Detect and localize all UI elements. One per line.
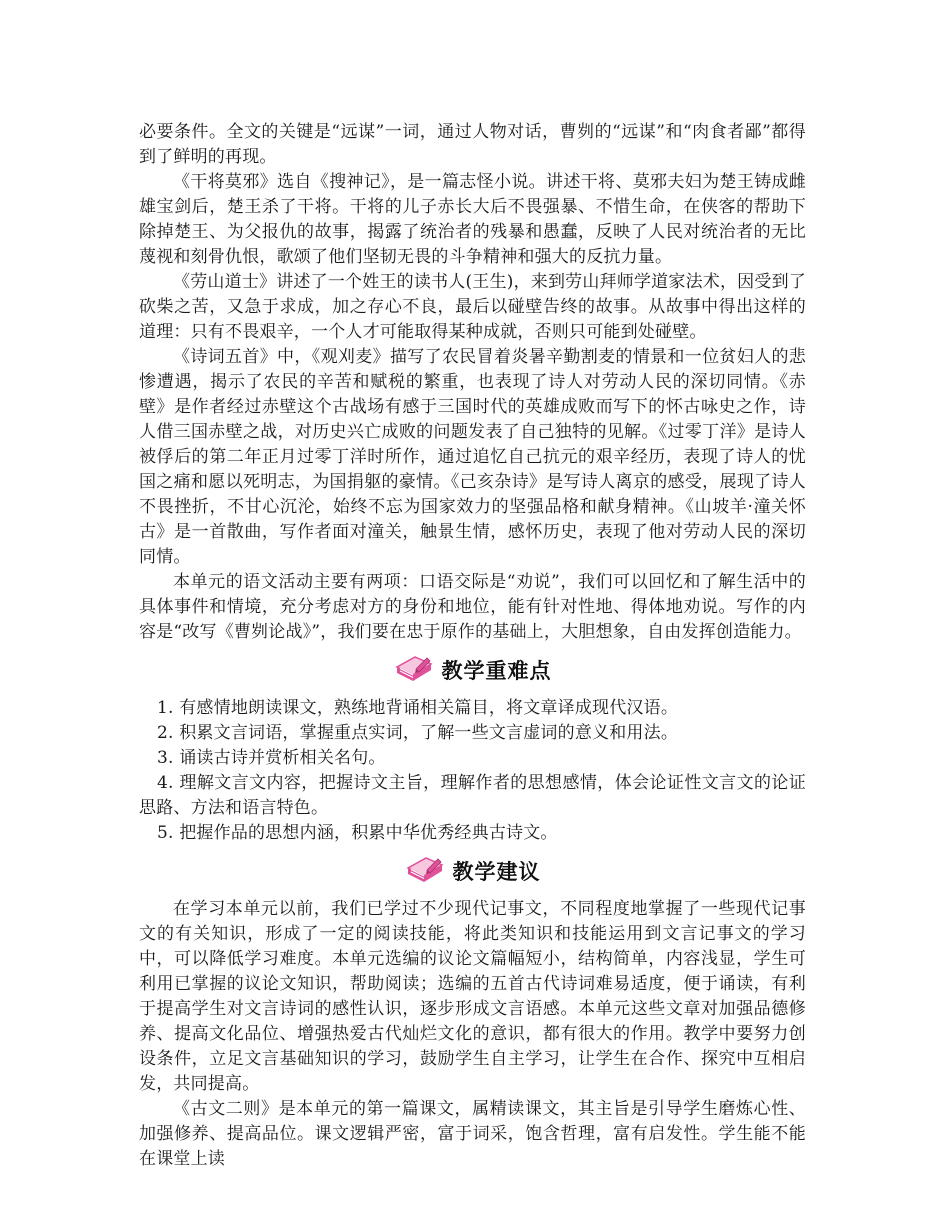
key-point-4: 4. 理解文言文内容，把握诗文主旨，理解作者的思想感情，体会论证性文言文的论证思路、方法和语言特色。 xyxy=(139,773,806,818)
intro-paragraph-1: 必要条件。全文的关键是“远谋”一词，通过人物对话，曹刿的“远谋”和“肉食者鄙”都得到了鲜明的再现。 xyxy=(139,122,806,167)
intro-paragraph-3: 《劳山道士》讲述了一个姓王的读书人(王生)，来到劳山拜师学道家法术，因受到了砍柴之苦，又急于求成，加之存心不良，最后以碰壁告终的故事。从故事中得出这样的道理：只有不畏艰辛，一个人才可能取得某种成就，否则只可能到处碰壁。 xyxy=(139,272,806,342)
section-title: 教学建议 xyxy=(452,859,541,884)
section-heading-suggestions xyxy=(139,854,806,890)
key-point-2: 2. 积累文言词语，掌握重点实词，了解一些文言虚词的意义和用法。 xyxy=(157,723,679,743)
suggestion-paragraph-2: 《古文二则》是本单元的第一篇课文，属精读课文，其主旨是引导学生磨炼心性、加强修养、提高品位。课文逻辑严密，富于词采，饱含哲理，富有启发性。学生能不能在课堂上读 xyxy=(139,1099,806,1169)
book-pencil-icon xyxy=(394,655,434,687)
key-point-5: 5. 把握作品的思想内涵，积累中华优秀经典古诗文。 xyxy=(157,823,558,843)
intro-paragraph-5: 本单元的语文活动主要有两项：口语交际是“劝说”，我们可以回忆和了解生活中的具体事件和情境，充分考虑对方的身份和地位，能有针对性地、得体地劝说。写作的内容是“改写《曹刿论战》”，我们要在忠于原作的基础上，大胆想象，自由发挥创造能力。 xyxy=(139,572,806,642)
section-title: 教学重难点 xyxy=(441,658,552,683)
intro-paragraph-4: 《诗词五首》中，《观刈麦》描写了农民冒着炎暑辛勤割麦的情景和一位贫妇人的悲惨遭遇，揭示了农民的辛苦和赋税的繁重，也表现了诗人对劳动人民的深切同情。《赤壁》是作者经过赤壁这个古战场有感于三国时代的英雄成败而写下的怀古咏史之作，诗人借三国赤壁之战，对历史兴亡成败的问题发表了自己独特的见解。《过零丁洋》是诗人被俘后的第二年正月过零丁洋时所作，通过追忆自己抗元的艰辛经历，表现了诗人的忧国之痛和愿以死明志，为国捐躯的豪情。《己亥杂诗》是写诗人离京的感受，展现了诗人不畏挫折，不甘心沉沦，始终不忘为国家效力的坚强品格和献身精神。《山坡羊·潼关怀古》是一首散曲，写作者面对潼关，触景生情，感怀历史，表现了他对劳动人民的深切同情。 xyxy=(139,347,806,567)
key-point-1: 1. 有感情地朗读课文，熟练地背诵相关篇目，将文章译成现代汉语。 xyxy=(157,698,679,718)
suggestion-paragraph-1: 在学习本单元以前，我们已学过不少现代记事文，不同程度地掌握了一些现代记事文的有关知识，形成了一定的阅读技能，将此类知识和技能运用到文言记事文的学习中，可以降低学习难度。本单元选编的议论文篇幅短小，结构简单，内容浅显，学生可利用已掌握的议论文知识，帮助阅读；选编的五首古代诗词难易适度，便于诵读，有利于提高学生对文言诗词的感性认识，逐步形成文言语感。本单元这些文章对加强品德修养、提高文化品位、增强热爱古代灿烂文化的意识，都有很大的作用。教学中要努力创设条件，立足文言基础知识的学习，鼓励学生自主学习，让学生在合作、探究中互相启发，共同提高。 xyxy=(139,899,806,1094)
document-page xyxy=(139,120,806,1172)
intro-paragraph-2: 《干将莫邪》选自《搜神记》，是一篇志怪小说。讲述干将、莫邪夫妇为楚王铸成雌雄宝剑后，楚王杀了干将。干将的儿子赤长大后不畏强暴、不惜生命，在侠客的帮助下除掉楚王、为父报仇的故事，揭露了统治者的残暴和愚蠢，反映了人民对统治者的无比蔑视和刻骨仇恨，歌颂了他们坚韧无畏的斗争精神和强大的反抗力量。 xyxy=(139,172,806,267)
book-pencil-icon xyxy=(405,856,445,888)
key-point-3: 3. 诵读古诗并赏析相关名句。 xyxy=(157,748,386,768)
section-heading-key-points xyxy=(139,653,806,689)
